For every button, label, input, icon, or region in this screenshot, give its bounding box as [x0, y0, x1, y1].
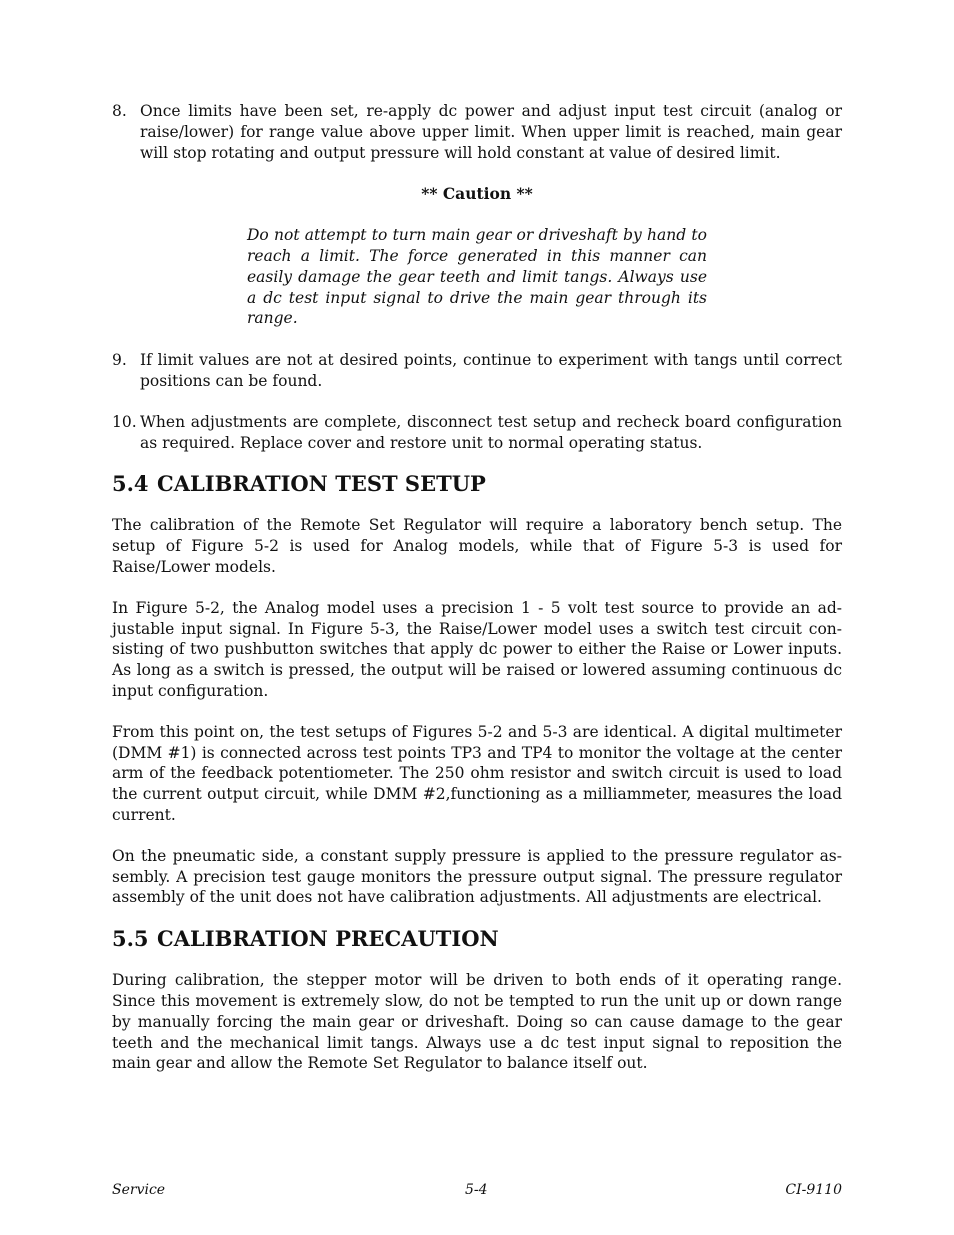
footer-section: Service [112, 1182, 166, 1198]
list-text: If limit values are not at desired points, continue to experiment with tangs until correct positions can be found. [140, 351, 842, 390]
list-number: 8. [112, 102, 127, 120]
paragraph: In Figure 5-2, the Analog model uses a precision 1 - 5 volt test source to provide an ad-justable input signal. In Figure 5-3, the Raise/Lower model uses a switch test circuit con-sisting of two pushbutton switches that apply dc power to either the Raise or Lower inputs. As long as a switch is pressed, the output will be raised or lowered assuming continuous dc input configuration. [112, 598, 842, 700]
footer-document-id: CI-9110 [785, 1182, 842, 1198]
section-heading-5-4 [112, 471, 842, 497]
caution-title: ** Caution ** [421, 184, 533, 204]
list-number: 9. [112, 351, 127, 370]
paragraph: On the pneumatic side, a constant supply pressure is applied to the pressure regulator as-sembly. A precision test gauge monitors the pressure output signal. The pressure regulator assembly of the unit does not have calibration adjustments. All adjustments are electrical. [112, 846, 842, 907]
section-heading-5-5 [112, 926, 842, 952]
section-title: CALIBRATION TEST SETUP [157, 471, 486, 497]
list-text: When adjustments are complete, disconnect test setup and recheck board configuration as required. Replace cover and restore unit to normal operating status. [140, 412, 842, 452]
section-number: 5.4 [112, 471, 149, 497]
list-item-8 [112, 101, 842, 163]
list-number: 10. [112, 412, 137, 431]
list-item-9 [112, 350, 842, 392]
list-text: Once limits have been set, re-apply dc power and adjust input test circuit (analog or raise/lower) for range value above upper limit. When upper limit is reached, main gear will stop rotating and output pressure will hold constant at value of desired limit. [140, 102, 842, 162]
footer-page-number: 5-4 [465, 1182, 488, 1198]
page-content [112, 101, 842, 1074]
caution-body: Do not attempt to turn main gear or driveshaft by hand to reach a limit. The force generated in this manner can easily damage the gear teeth and limit tangs. Always use a dc test input signal to drive the main gear through its range. [247, 226, 707, 328]
section-number: 5.5 [112, 926, 149, 952]
list-item-10 [112, 412, 842, 454]
paragraph: During calibration, the stepper motor will be driven to both ends of it operating range. Since this movement is extremely slow, do not be tempted to run the unit up or down range by manually forcing the main gear or driveshaft. Doing so can cause damage to the gear teeth and the mechanical limit tangs. Always use a dc test input signal to reposition the main gear and allow the Remote Set Regulator to balance itself out. [112, 971, 842, 1073]
section-title: CALIBRATION PRECAUTION [157, 926, 499, 952]
paragraph: The calibration of the Remote Set Regulator will require a laboratory bench setup. The setup of Figure 5-2 is used for Analog models, while that of Figure 5-3 is used for Raise/Lower models. [112, 516, 842, 576]
paragraph: From this point on, the test setups of Figures 5-2 and 5-3 are identical. A digital multimeter (DMM #1) is connected across test points TP3 and TP4 to monitor the voltage at the center arm of the feedback potentiometer. The 250 ohm resistor and switch circuit is used to load the current output circuit, while DMM #2,functioning as a milliammeter, measures the load current. [112, 722, 842, 824]
